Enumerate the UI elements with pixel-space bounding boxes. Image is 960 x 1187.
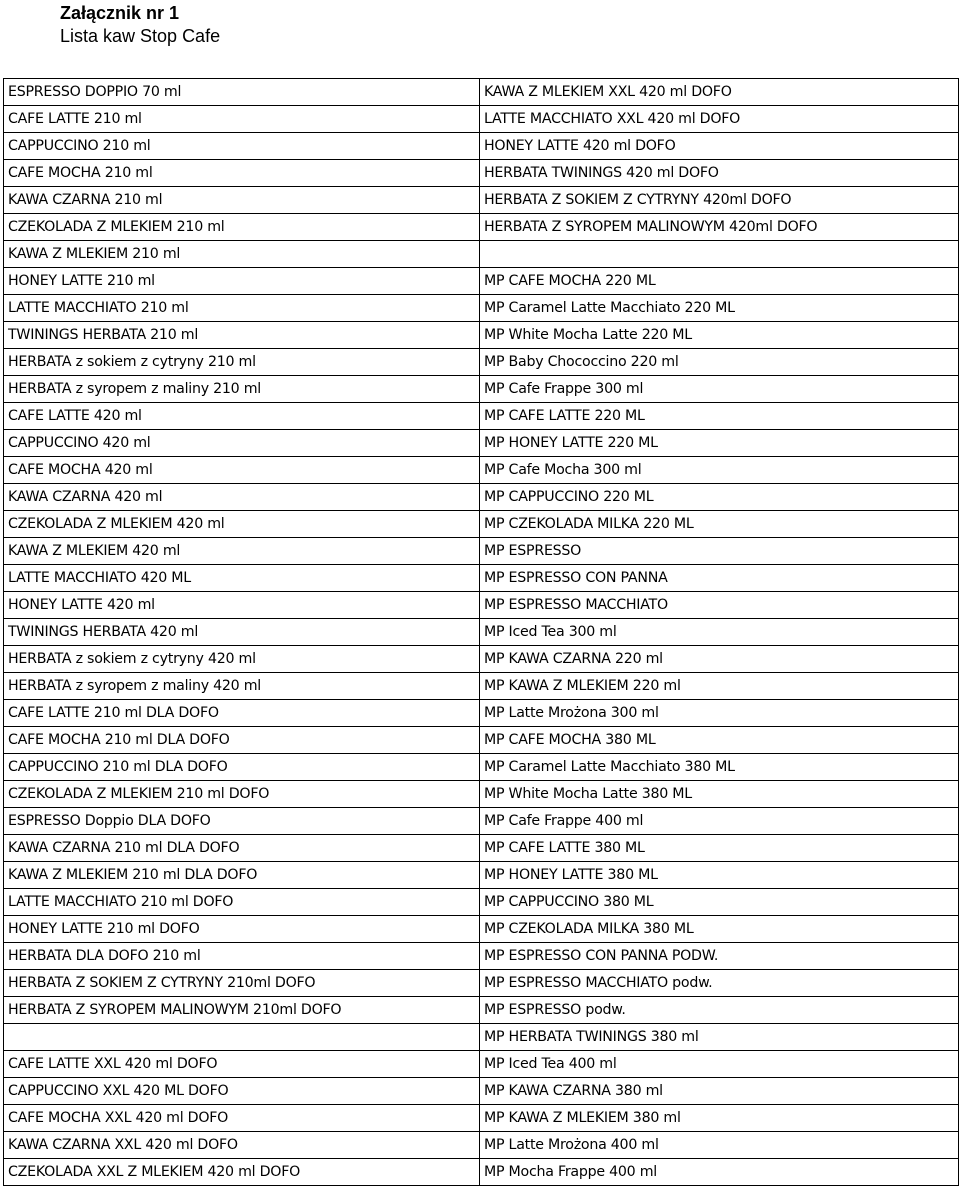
table-row [4,133,959,160]
right-column-cell: MP Cafe Frappe 400 ml [480,808,959,835]
right-column-cell: MP Iced Tea 300 ml [480,619,959,646]
right-column-cell: MP ESPRESSO CON PANNA [480,565,959,592]
left-column-cell: HONEY LATTE 420 ml [4,592,480,619]
table-row [4,511,959,538]
table-row [4,79,959,106]
left-column-cell: LATTE MACCHIATO 420 ML [4,565,480,592]
left-column-cell: TWININGS HERBATA 210 ml [4,322,480,349]
table-row [4,1078,959,1105]
right-column-cell: MP Baby Chococcino 220 ml [480,349,959,376]
table-row [4,538,959,565]
right-column-cell: MP Caramel Latte Macchiato 380 ML [480,754,959,781]
table-row [4,673,959,700]
right-column-cell [480,241,959,268]
table-row [4,1132,959,1159]
table-row [4,565,959,592]
table-row [4,754,959,781]
right-column-cell: LATTE MACCHIATO XXL 420 ml DOFO [480,106,959,133]
left-column-cell: HERBATA z sokiem z cytryny 210 ml [4,349,480,376]
table-row [4,403,959,430]
left-column-cell: KAWA Z MLEKIEM 210 ml [4,241,480,268]
right-column-cell: MP KAWA Z MLEKIEM 220 ml [480,673,959,700]
left-column-cell: KAWA Z MLEKIEM 210 ml DLA DOFO [4,862,480,889]
right-column-cell: MP HERBATA TWININGS 380 ml [480,1024,959,1051]
table-row [4,970,959,997]
left-column-cell: CZEKOLADA XXL Z MLEKIEM 420 ml DOFO [4,1159,480,1186]
table-row [4,241,959,268]
left-column-cell: HERBATA Z SOKIEM Z CYTRYNY 210ml DOFO [4,970,480,997]
left-column-cell: HONEY LATTE 210 ml [4,268,480,295]
left-column-cell: CAFE LATTE 210 ml [4,106,480,133]
table-row [4,160,959,187]
table-row [4,1105,959,1132]
right-column-cell: MP CAFE MOCHA 380 ML [480,727,959,754]
right-column-cell: MP CZEKOLADA MILKA 220 ML [480,511,959,538]
table-row [4,889,959,916]
left-column-cell: CAFE LATTE 420 ml [4,403,480,430]
left-column-cell: KAWA CZARNA 210 ml [4,187,480,214]
table-row [4,295,959,322]
table-row [4,997,959,1024]
right-column-cell: MP Latte Mrożona 400 ml [480,1132,959,1159]
coffee-list-table [3,78,959,1186]
table-row [4,430,959,457]
right-column-cell: MP CAFE LATTE 220 ML [480,403,959,430]
right-column-cell: MP White Mocha Latte 220 ML [480,322,959,349]
table-row [4,808,959,835]
right-column-cell: KAWA Z MLEKIEM XXL 420 ml DOFO [480,79,959,106]
table-row [4,214,959,241]
table-row [4,916,959,943]
right-column-cell: MP Caramel Latte Macchiato 220 ML [480,295,959,322]
right-column-cell: MP CAFE LATTE 380 ML [480,835,959,862]
right-column-cell: MP HONEY LATTE 380 ML [480,862,959,889]
left-column-cell: CAFE MOCHA 210 ml [4,160,480,187]
table-row [4,619,959,646]
table-row [4,592,959,619]
table-row [4,106,959,133]
left-column-cell: CAPPUCCINO 210 ml [4,133,480,160]
left-column-cell: CZEKOLADA Z MLEKIEM 210 ml [4,214,480,241]
left-column-cell: HERBATA z sokiem z cytryny 420 ml [4,646,480,673]
right-column-cell: MP Mocha Frappe 400 ml [480,1159,959,1186]
right-column-cell: MP ESPRESSO MACCHIATO [480,592,959,619]
right-column-cell: MP ESPRESSO podw. [480,997,959,1024]
table-row [4,187,959,214]
table-row [4,646,959,673]
right-column-cell: MP Cafe Frappe 300 ml [480,376,959,403]
table-row [4,322,959,349]
right-column-cell: MP KAWA CZARNA 380 ml [480,1078,959,1105]
left-column-cell: LATTE MACCHIATO 210 ml DOFO [4,889,480,916]
page-subtitle: Lista kaw Stop Cafe [60,26,221,46]
right-column-cell: MP KAWA CZARNA 220 ml [480,646,959,673]
left-column-cell: CZEKOLADA Z MLEKIEM 420 ml [4,511,480,538]
right-column-cell: MP KAWA Z MLEKIEM 380 ml [480,1105,959,1132]
table-row [4,376,959,403]
right-column-cell: MP CAPPUCCINO 220 ML [480,484,959,511]
right-column-cell: MP Cafe Mocha 300 ml [480,457,959,484]
table-row [4,1159,959,1186]
right-column-cell: HERBATA Z SOKIEM Z CYTRYNY 420ml DOFO [480,187,959,214]
left-column-cell: KAWA CZARNA XXL 420 ml DOFO [4,1132,480,1159]
table-row [4,457,959,484]
left-column-cell: HONEY LATTE 210 ml DOFO [4,916,480,943]
left-column-cell: CAFE MOCHA 420 ml [4,457,480,484]
table-row [4,727,959,754]
right-column-cell: MP ESPRESSO [480,538,959,565]
table-row [4,781,959,808]
right-column-cell: MP ESPRESSO CON PANNA PODW. [480,943,959,970]
left-column-cell: ESPRESSO Doppio DLA DOFO [4,808,480,835]
coffee-list-body [4,79,959,1186]
table-row [4,1024,959,1051]
table-row [4,835,959,862]
table-row [4,943,959,970]
left-column-cell: ESPRESSO DOPPIO 70 ml [4,79,480,106]
left-column-cell: CAPPUCCINO XXL 420 ML DOFO [4,1078,480,1105]
table-row [4,1051,959,1078]
left-column-cell: CAFE LATTE 210 ml DLA DOFO [4,700,480,727]
table-row [4,700,959,727]
left-column-cell: HERBATA z syropem z maliny 420 ml [4,673,480,700]
right-column-cell: MP Latte Mrożona 300 ml [480,700,959,727]
page-title: Załącznik nr 1 [60,3,180,23]
table-row [4,484,959,511]
right-column-cell: MP White Mocha Latte 380 ML [480,781,959,808]
left-column-cell: HERBATA z syropem z maliny 210 ml [4,376,480,403]
right-column-cell: MP CZEKOLADA MILKA 380 ML [480,916,959,943]
left-column-cell: KAWA Z MLEKIEM 420 ml [4,538,480,565]
right-column-cell: MP HONEY LATTE 220 ML [480,430,959,457]
left-column-cell: LATTE MACCHIATO 210 ml [4,295,480,322]
right-column-cell: HERBATA TWININGS 420 ml DOFO [480,160,959,187]
left-column-cell [4,1024,480,1051]
left-column-cell: CAFE MOCHA 210 ml DLA DOFO [4,727,480,754]
table-row [4,862,959,889]
right-column-cell: HONEY LATTE 420 ml DOFO [480,133,959,160]
left-column-cell: KAWA CZARNA 420 ml [4,484,480,511]
left-column-cell: KAWA CZARNA 210 ml DLA DOFO [4,835,480,862]
left-column-cell: CAPPUCCINO 420 ml [4,430,480,457]
left-column-cell: CAFE LATTE XXL 420 ml DOFO [4,1051,480,1078]
right-column-cell: MP Iced Tea 400 ml [480,1051,959,1078]
left-column-cell: HERBATA DLA DOFO 210 ml [4,943,480,970]
right-column-cell: HERBATA Z SYROPEM MALINOWYM 420ml DOFO [480,214,959,241]
right-column-cell: MP ESPRESSO MACCHIATO podw. [480,970,959,997]
right-column-cell: MP CAPPUCCINO 380 ML [480,889,959,916]
left-column-cell: TWININGS HERBATA 420 ml [4,619,480,646]
left-column-cell: CAFE MOCHA XXL 420 ml DOFO [4,1105,480,1132]
table-row [4,268,959,295]
left-column-cell: HERBATA Z SYROPEM MALINOWYM 210ml DOFO [4,997,480,1024]
left-column-cell: CAPPUCCINO 210 ml DLA DOFO [4,754,480,781]
right-column-cell: MP CAFE MOCHA 220 ML [480,268,959,295]
left-column-cell: CZEKOLADA Z MLEKIEM 210 ml DOFO [4,781,480,808]
table-row [4,349,959,376]
